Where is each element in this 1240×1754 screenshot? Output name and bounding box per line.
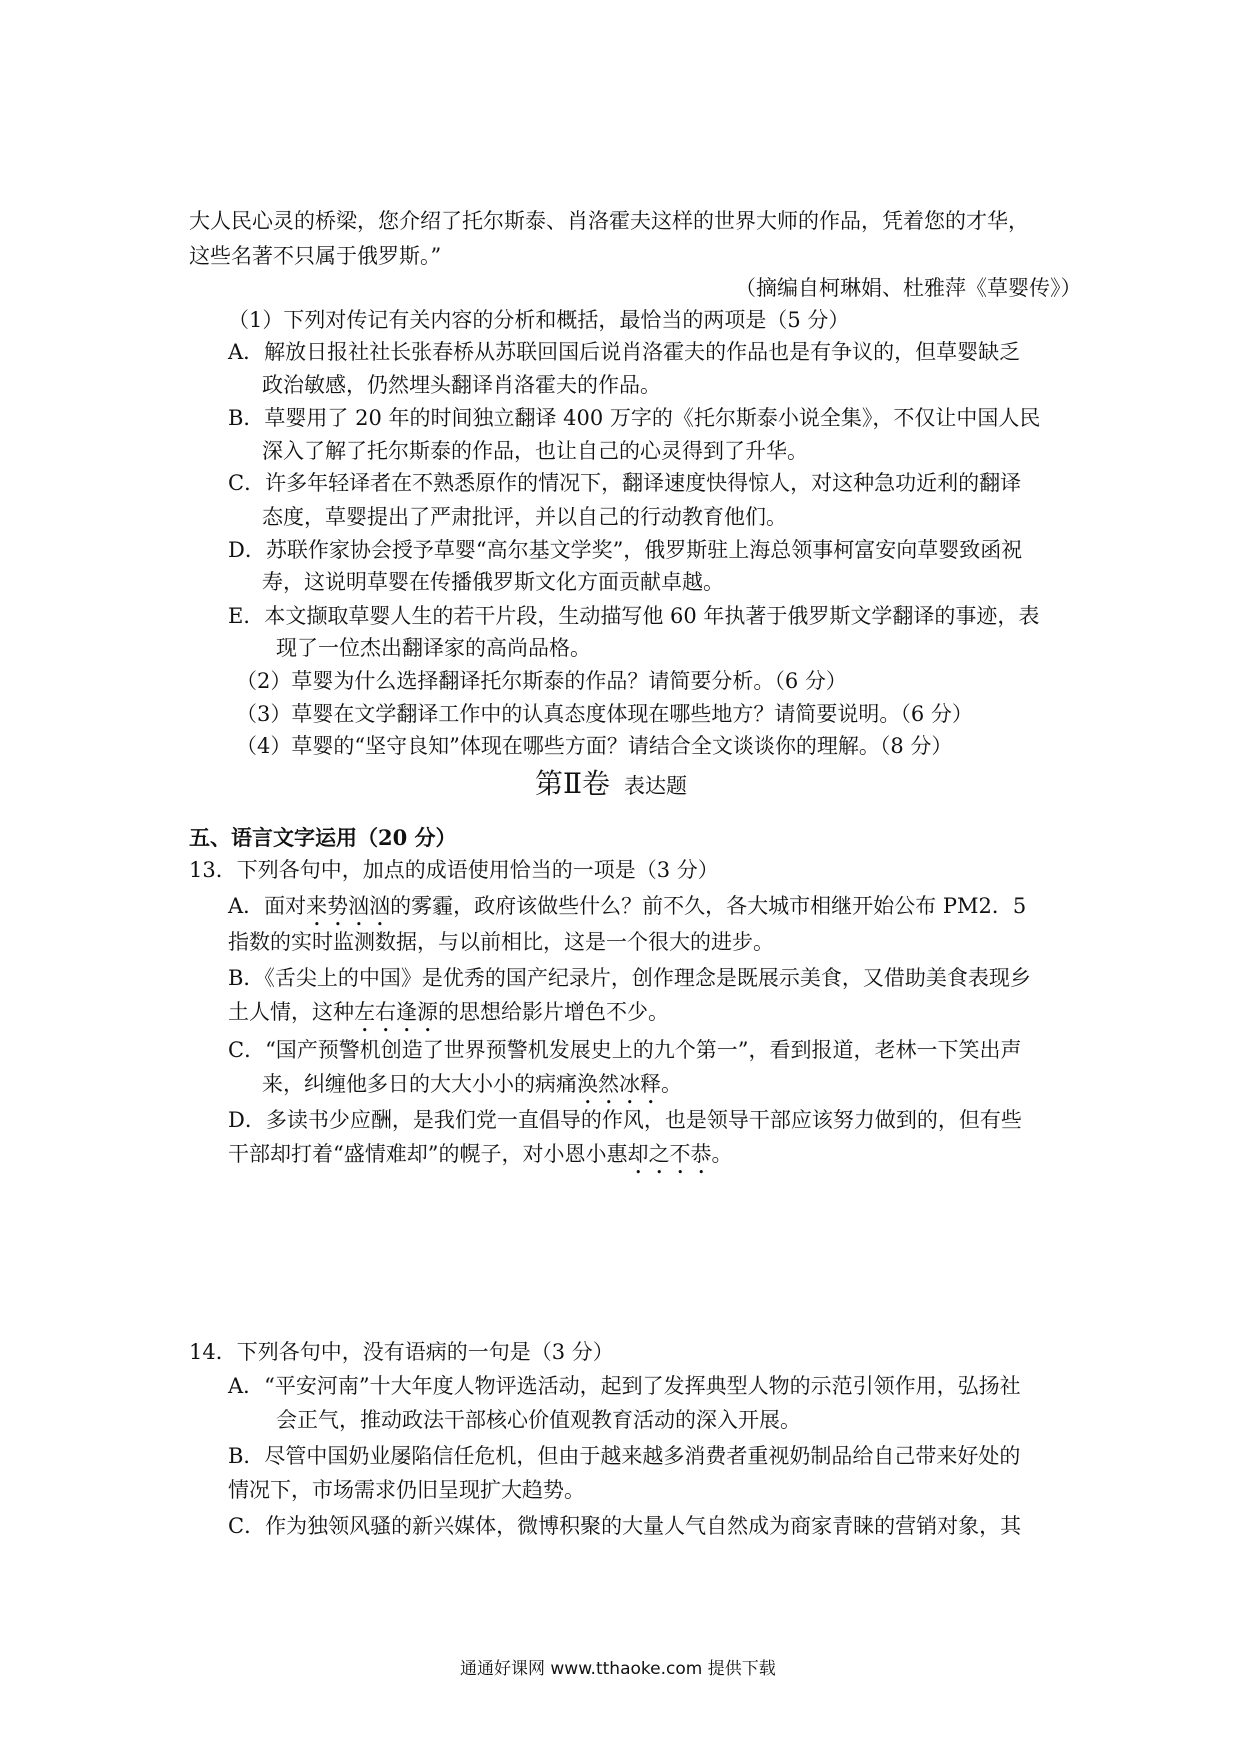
dotted-idiom: 却之不恭	[627, 1142, 712, 1166]
q12-option-d: D．苏联作家协会授予草婴“高尔基文学奖”，俄罗斯驻上海总领事柯富安向草婴致函祝	[228, 538, 1023, 562]
q13-option-b-cont	[228, 996, 669, 1037]
q12-option-d-cont: 寿，这说明草婴在传播俄罗斯文化方面贡献卓越。	[262, 570, 724, 594]
q12-option-b-cont: 深入了解了托尔斯泰的作品，也让自己的心灵得到了升华。	[262, 439, 808, 463]
passage-source: （摘编自柯琳娟、杜雅萍《草婴传》）	[735, 276, 1082, 300]
q12-sub4: （4）草婴的“坚守良知”体现在哪些方面？请结合全文谈谈你的理解。（8 分）	[236, 734, 953, 758]
text-run: 。	[661, 1072, 682, 1096]
q13-option-d: D．多读书少应酬，是我们党一直倡导的作风，也是领导干部应该努力做到的，但有些	[228, 1108, 1022, 1132]
q14-option-a-cont: 会正气，推动政法干部核心价值观教育活动的深入开展。	[276, 1408, 801, 1432]
dotted-idiom: 左右逢源	[354, 1000, 438, 1024]
footer-text: 通通好课网 www.tthaoke.com 提供下载	[460, 1659, 776, 1679]
part2-title: 第Ⅱ卷	[535, 767, 611, 800]
q13-stem: 13．下列各句中，加点的成语使用恰当的一项是（3 分）	[189, 858, 719, 882]
text-run: 的雾霾，政府该做些什么？前不久，各大城市相继开始公布 PM2．5	[390, 894, 1027, 918]
q12-sub2: （2）草婴为什么选择翻译托尔斯泰的作品？请简要分析。（6 分）	[236, 669, 847, 693]
text-run: 。	[711, 1142, 733, 1166]
q12-option-a: A．解放日报社社长张春桥从苏联回国后说肖洛霍夫的作品也是有争议的，但草婴缺乏	[228, 340, 1021, 364]
q12-option-c: C．许多年轻译者在不熟悉原作的情况下，翻译速度快得惊人，对这种急功近利的翻译	[228, 471, 1022, 495]
q12-sub1: （1）下列对传记有关内容的分析和概括，最恰当的两项是（5 分）	[228, 308, 850, 332]
q12-option-e-cont: 现了一位杰出翻译家的高尚品格。	[276, 636, 591, 660]
q14-option-b-cont: 情况下，市场需求仍旧呈现扩大趋势。	[228, 1478, 585, 1502]
text-run: 来，纠缠他多日的大大小小的病痛	[262, 1072, 577, 1096]
q13-option-c-cont	[262, 1068, 682, 1109]
passage-line: 这些名著不只属于俄罗斯。”	[189, 244, 442, 268]
dotted-idiom: 来势汹汹	[306, 894, 391, 918]
passage-line: 大人民心灵的桥梁，您介绍了托尔斯泰、肖洛霍夫这样的世界大师的作品，凭着您的才华，	[189, 209, 1029, 233]
text-run: A．面对	[228, 894, 307, 918]
q13-option-c: C．“国产预警机创造了世界预警机发展史上的九个第一”，看到报道，老林一下笑出声	[228, 1038, 1022, 1062]
q14-stem: 14．下列各句中，没有语病的一句是（3 分）	[189, 1340, 614, 1364]
q14-option-a: A．“平安河南”十大年度人物评选活动，起到了发挥典型人物的示范引领作用，弘扬社	[228, 1374, 1021, 1398]
text-run: 的思想给影片增色不少。	[438, 1000, 669, 1024]
part2-heading	[535, 768, 687, 802]
q14-option-c: C．作为独领风骚的新兴媒体，微博积聚的大量人气自然成为商家青睐的营销对象，其	[228, 1514, 1022, 1538]
part2-subtitle: 表达题	[624, 774, 688, 798]
q12-option-a-cont: 政治敏感，仍然埋头翻译肖洛霍夫的作品。	[262, 373, 661, 397]
text-run: 干部却打着“盛情难却”的幌子，对小恩小惠	[228, 1142, 628, 1166]
q12-option-e: E．本文撷取草婴人生的若干片段，生动描写他 60 年执著于俄罗斯文学翻译的事迹，表	[228, 604, 1040, 628]
dotted-idiom: 涣然冰释	[577, 1072, 661, 1096]
q13-option-a	[228, 890, 1026, 931]
q14-option-b: B．尽管中国奶业屡陷信任危机，但由于越来越多消费者重视奶制品给自己带来好处的	[228, 1444, 1021, 1468]
text-run: 土人情，这种	[228, 1000, 354, 1024]
q12-sub3: （3）草婴在文学翻译工作中的认真态度体现在哪些地方？请简要说明。（6 分）	[236, 702, 973, 726]
q13-option-d-cont	[228, 1138, 732, 1179]
q12-option-b: B．草婴用了 20 年的时间独立翻译 400 万字的《托尔斯泰小说全集》，不仅让中国人民	[228, 406, 1041, 430]
q13-option-a-cont: 指数的实时监测数据，与以前相比，这是一个很大的进步。	[228, 930, 774, 954]
q12-option-c-cont: 态度，草婴提出了严肃批评，并以自己的行动教育他们。	[262, 505, 787, 529]
section-heading: 五、语言文字运用（20 分）	[189, 825, 457, 850]
q13-option-b: B．《舌尖上的中国》是优秀的国产纪录片，创作理念是既展示美食，又借助美食表现乡	[228, 966, 1031, 990]
